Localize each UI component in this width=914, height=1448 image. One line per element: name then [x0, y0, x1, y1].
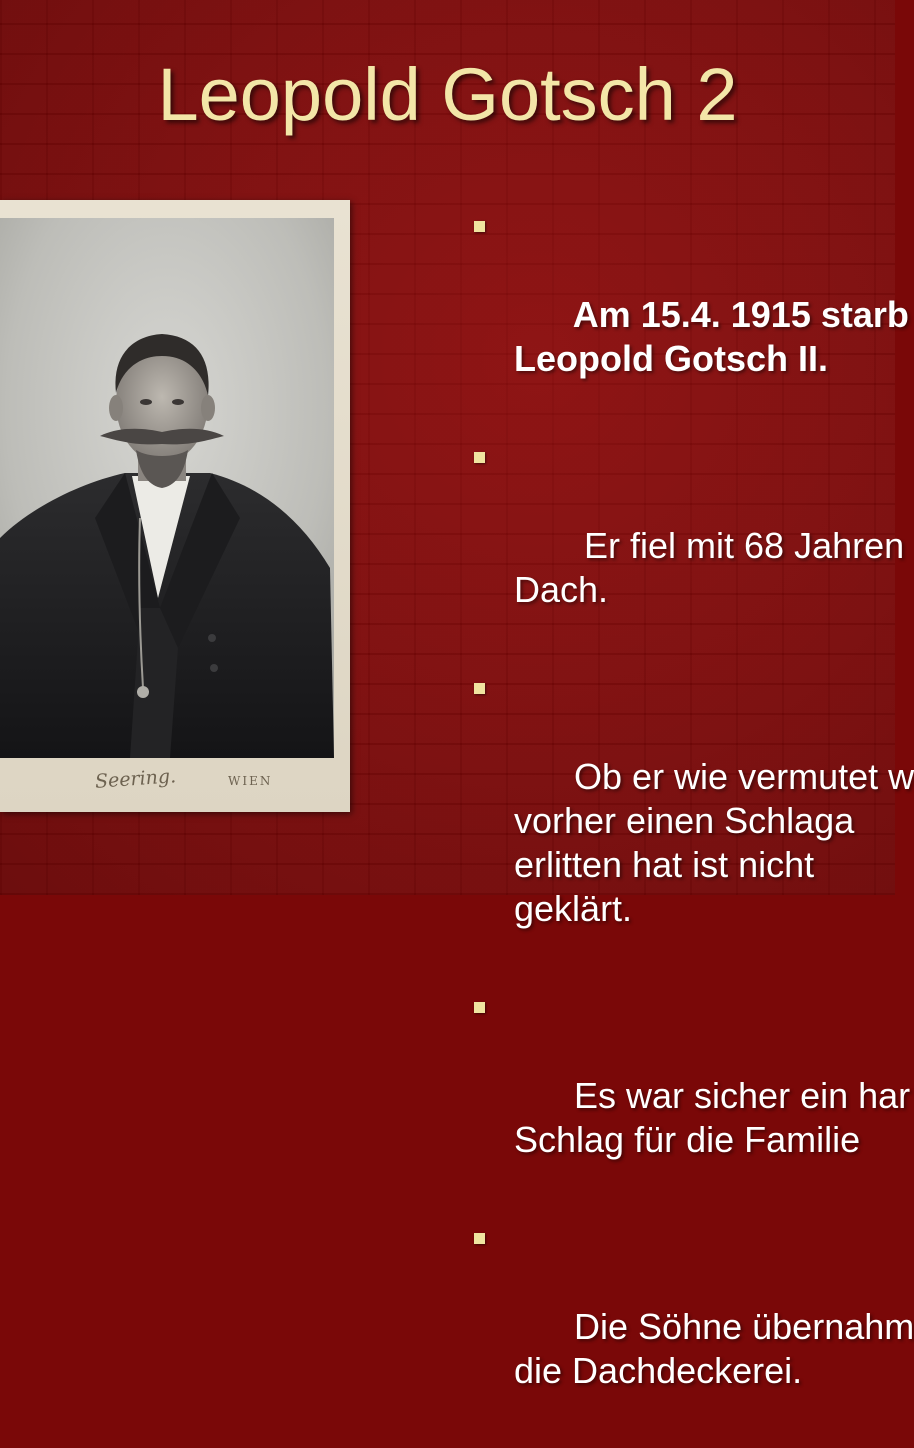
square-bullet-icon — [474, 1233, 485, 1244]
bullet-list — [470, 205, 914, 1448]
bullet-item — [470, 436, 905, 656]
slide-title: Leopold Gotsch 2 — [157, 53, 738, 136]
portrait-photo — [0, 218, 334, 940]
bullet-item — [470, 205, 909, 425]
bullet-item — [470, 667, 914, 975]
square-bullet-icon — [474, 683, 485, 694]
portrait-photo-card — [0, 200, 350, 812]
square-bullet-icon — [474, 452, 485, 463]
bullet-item — [470, 986, 911, 1206]
bullet-text: Es war sicher ein har Schlag für die Familie — [514, 1075, 911, 1160]
bullet-text: Er fiel mit 68 Jahren Dach. — [514, 525, 905, 610]
studio-city-label: WIEN — [228, 774, 273, 788]
bullet-text: Die Söhne übernahm die Dachdeckerei. — [514, 1306, 914, 1391]
studio-signature: Seering. — [94, 765, 177, 793]
bullet-text: Am 15.4. 1915 starb Leopold Gotsch II. — [514, 294, 909, 379]
square-bullet-icon — [474, 221, 485, 232]
bullet-item — [470, 1217, 914, 1437]
bullet-text: Ob er wie vermutet w vorher einen Schlaga erlitten hat ist nicht geklärt. — [514, 756, 914, 929]
square-bullet-icon — [474, 1002, 485, 1013]
